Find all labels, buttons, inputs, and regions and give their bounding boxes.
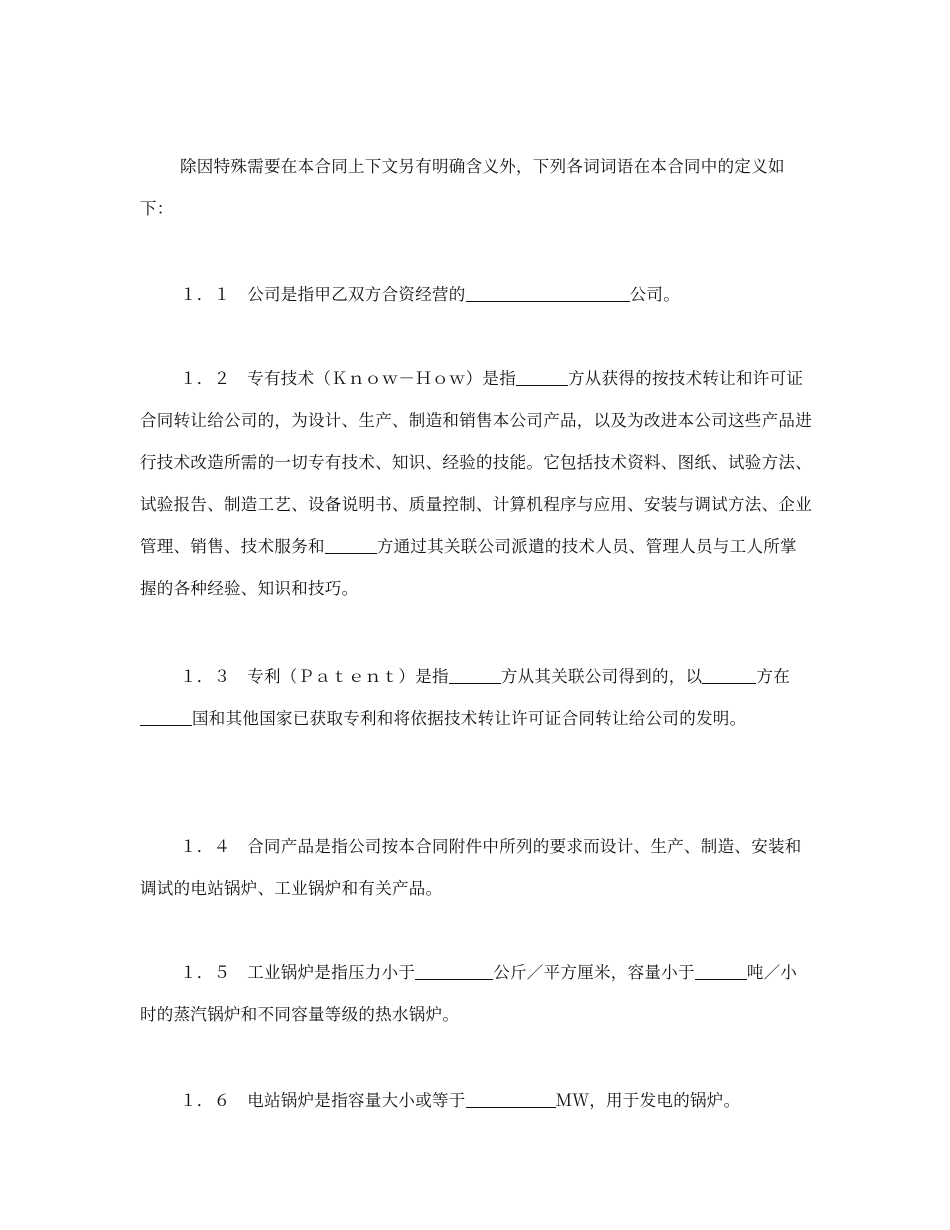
clause-text: 方从其关联公司得到的，以: [500, 667, 703, 686]
fill-blank[interactable]: [325, 535, 377, 554]
clause-1-1: [140, 274, 812, 316]
fill-blank[interactable]: [695, 961, 747, 980]
clause-text: ＭＷ，用于发电的锅炉。: [555, 1091, 741, 1110]
clause-text: １．５ 工业锅炉是指压力小于: [180, 963, 416, 982]
clause-text: 吨／小时的蒸汽锅炉和不同容量等级的热水锅炉。: [140, 963, 798, 1024]
clause-text: 方通过其关联公司派遣的技术人员、管理人员与工人所掌握的各种经验、知识和技巧。: [140, 537, 797, 598]
clause-1-3: [140, 656, 812, 740]
clause-text: 国和其他国家已获取专利和将依据技术转让许可证合同转让给公司的发明。: [192, 709, 747, 728]
fill-blank[interactable]: [516, 367, 568, 386]
fill-blank[interactable]: [466, 1089, 556, 1108]
clause-1-6: [140, 1080, 812, 1122]
clause-text: １．３ 专利（Ｐａｔｅｎｔ）是指: [180, 667, 449, 686]
intro-text: 除因特殊需要在本合同上下文另有明确含义外，下列各词词语在本合同中的定义如下：: [140, 157, 785, 218]
clause-text: 公司。: [629, 285, 681, 304]
fill-blank[interactable]: [449, 665, 501, 684]
clause-text: １．２ 专有技术（Ｋｎｏｗ－Ｈｏｗ）是指: [180, 369, 516, 388]
clause-text: 方从获得的按技术转让和许可证合同转让给公司的，为设计、生产、制造和销售本公司产品，以及为改进本公司这些产品进行技术改造所需的一切专有技术、知识、经验的技能。它包括技术资料、图纸、试验方法、试验报告、制造工艺、设备说明书、质量控制、计算机程序与应用、安装与调试方法、企业管理、销售、技术服务和: [140, 369, 812, 556]
fill-blank[interactable]: [702, 665, 756, 684]
fill-blank[interactable]: [140, 707, 192, 726]
clause-text: 方在: [756, 667, 791, 686]
clause-text: 公斤／平方厘米，容量小于: [493, 963, 695, 982]
clause-text: １．６ 电站锅炉是指容量大小或等于: [180, 1091, 466, 1110]
clause-1-2: [140, 358, 812, 610]
clause-1-5: [140, 952, 812, 1036]
fill-blank[interactable]: [466, 283, 630, 302]
clause-1-4: [140, 826, 812, 910]
fill-blank[interactable]: [415, 961, 493, 980]
clause-text: １．１ 公司是指甲乙双方合资经营的: [180, 285, 466, 304]
intro-paragraph: [140, 146, 812, 230]
clause-text: １．４ 合同产品是指公司按本合同附件中所列的要求而设计、生产、制造、安装和调试的电站锅炉、工业锅炉和有关产品。: [140, 837, 802, 898]
